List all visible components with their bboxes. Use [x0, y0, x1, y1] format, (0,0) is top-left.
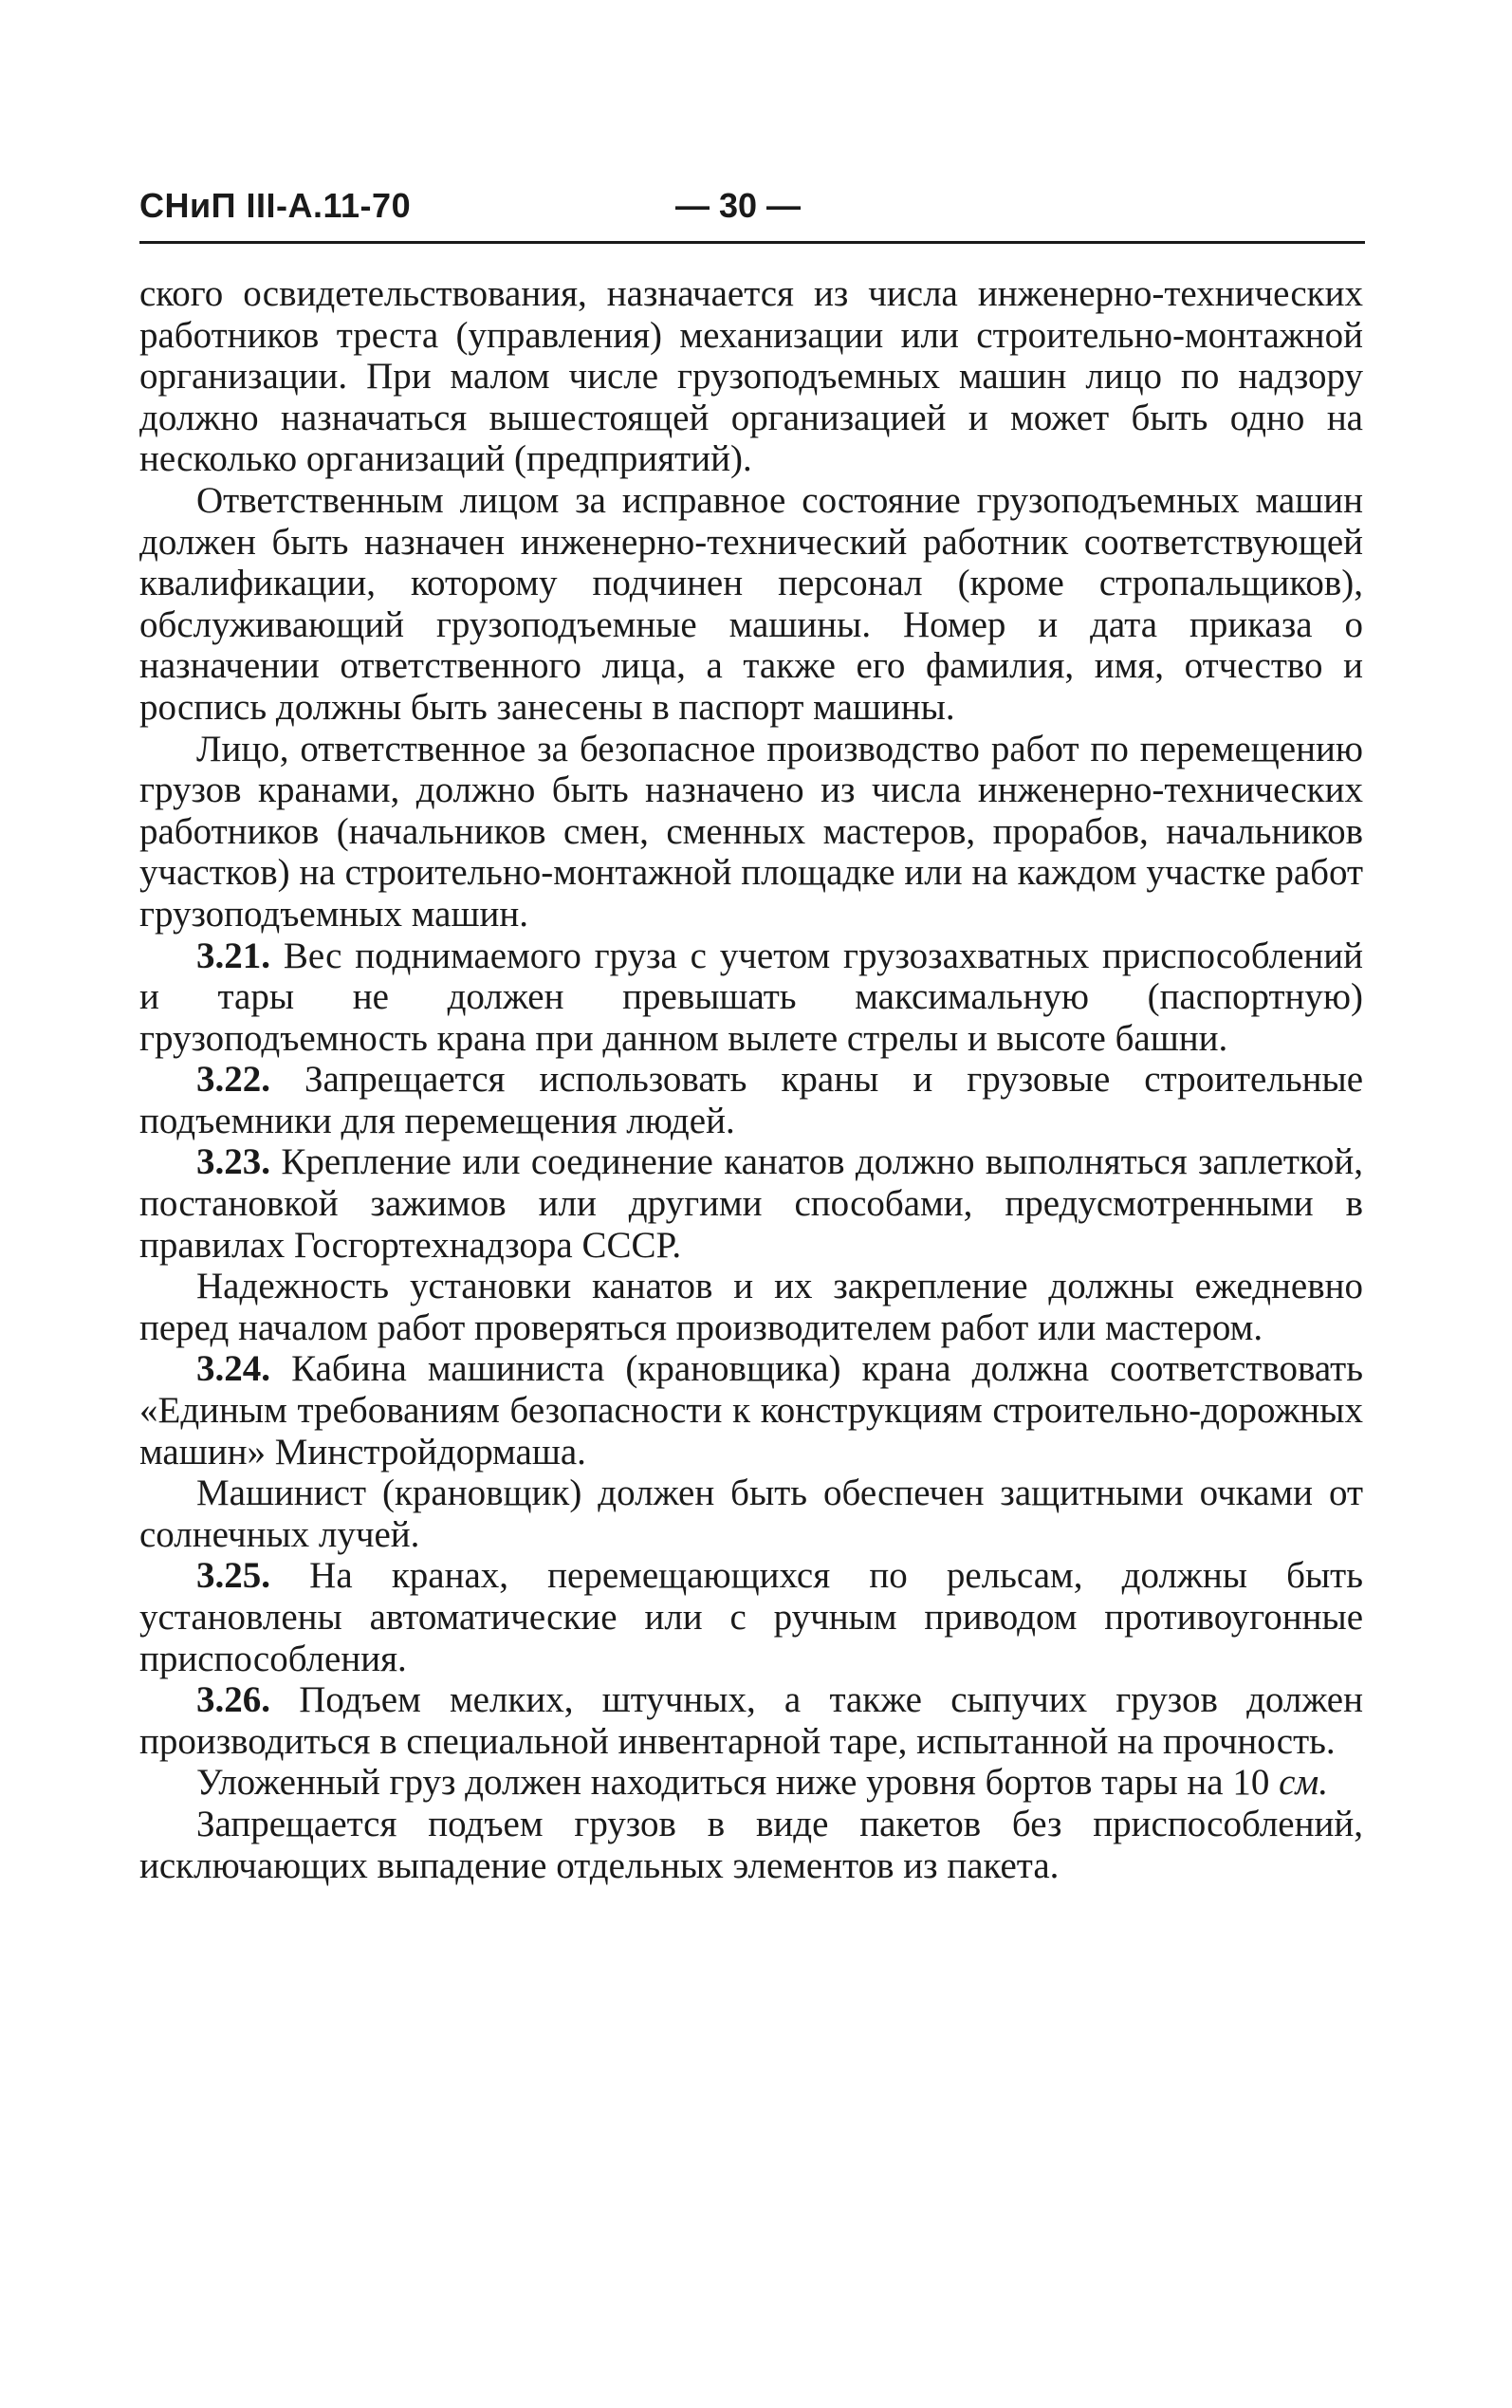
- paragraph-load-level: [139, 1762, 1363, 1804]
- clause-number: 3.26.: [196, 1679, 270, 1721]
- clause-text: Подъем мелких, штучных, а также сыпучих грузов должен производиться в специальной инвентарной таре, испытанной на прочность.: [139, 1679, 1363, 1762]
- paragraph-text: Ответственным лицом за исправное состояние грузоподъемных машин должен быть назначен инженерно-технический работник соответствующей квалификации, которому подчинен персонал (кроме стропальщиков), обслуживающий грузоподъемные машины. Номер и дата приказа о назначении ответственного лица, а также его фамилия, имя, отчество и роспись должны быть занесены в паспорт машины.: [139, 479, 1363, 728]
- paragraph-rope-reliability: [139, 1266, 1363, 1348]
- clause-text: На кранах, перемещающихся по рельсам, должны быть установлены автоматические или с ручным приводом противоугонные приспособления.: [139, 1555, 1363, 1679]
- clause-3-24: [139, 1348, 1363, 1473]
- paragraph-text: Машинист (крановщик) должен быть обеспечен защитными очками от солнечных лучей.: [139, 1473, 1363, 1555]
- clause-number: 3.21.: [196, 935, 270, 976]
- clause-3-23: [139, 1141, 1363, 1266]
- paragraph-text: Лицо, ответственное за безопасное производство работ по перемещению грузов кранами, должно быть назначено из числа инженерно-технических работников (начальников смен, сменных мастеров, прорабов, начальников участков) на строительно-монтажной площадке или на каждом участке работ грузоподъемных машин.: [139, 728, 1363, 935]
- page-number: — 30 —: [675, 186, 802, 225]
- clause-number: 3.23.: [196, 1141, 270, 1183]
- paragraph-responsible-person: [139, 480, 1363, 729]
- clause-3-21: [139, 935, 1363, 1060]
- paragraph-package-prohibition: [139, 1804, 1363, 1886]
- paragraph-text: Запрещается подъем грузов в виде пакетов без приспособлений, исключающих выпадение отдельных элементов из пакета.: [139, 1803, 1363, 1886]
- paragraph-sun-goggles: [139, 1473, 1363, 1555]
- document-body: [139, 273, 1363, 1886]
- paragraph-text: Уложенный груз должен находиться ниже уровня бортов тары на 10: [196, 1762, 1280, 1804]
- clause-3-26: [139, 1679, 1363, 1762]
- unit-label: см.: [1279, 1762, 1329, 1804]
- clause-3-25: [139, 1555, 1363, 1679]
- clause-text: Кабина машиниста (крановщика) крана должна соответствовать «Единым требованиям безопасности к конструкциям строительно-дорожных машин» Минстройдормаша.: [139, 1348, 1363, 1473]
- clause-number: 3.22.: [196, 1059, 270, 1101]
- header-rule: [139, 241, 1365, 244]
- paragraph-safe-operations-person: [139, 729, 1363, 935]
- paragraph-text: Надежность установки канатов и их закрепление должны ежедневно перед началом работ проверяться производителем работ или мастером.: [139, 1266, 1363, 1348]
- page-header: [139, 186, 1363, 239]
- clause-text: Вес поднимаемого груза с учетом грузозахватных приспособлений и тары не должен превышать максимальную (паспортную) грузоподъемность крана при данном вылете стрелы и высоте башни.: [139, 935, 1363, 1059]
- paragraph-text: ского освидетельствования, назначается из числа инженерно-технических работников треста (управления) механизации или строительно-монтажной организации. При малом числе грузоподъемных машин лицо по надзору должно назначаться вышестоящей организацией и может быть одно на несколько организаций (предприятий).: [139, 273, 1363, 480]
- clause-3-22: [139, 1059, 1363, 1141]
- paragraph-continuation: [139, 273, 1363, 480]
- clause-text: Крепление или соединение канатов должно выполняться заплеткой, постановкой зажимов или другими способами, предусмотренными в правилах Госгортехнадзора СССР.: [139, 1141, 1363, 1266]
- clause-text: Запрещается использовать краны и грузовые строительные подъемники для перемещения людей.: [139, 1059, 1363, 1141]
- clause-number: 3.25.: [196, 1555, 270, 1597]
- clause-number: 3.24.: [196, 1348, 270, 1390]
- document-code: СНиП III-А.11-70: [139, 186, 412, 225]
